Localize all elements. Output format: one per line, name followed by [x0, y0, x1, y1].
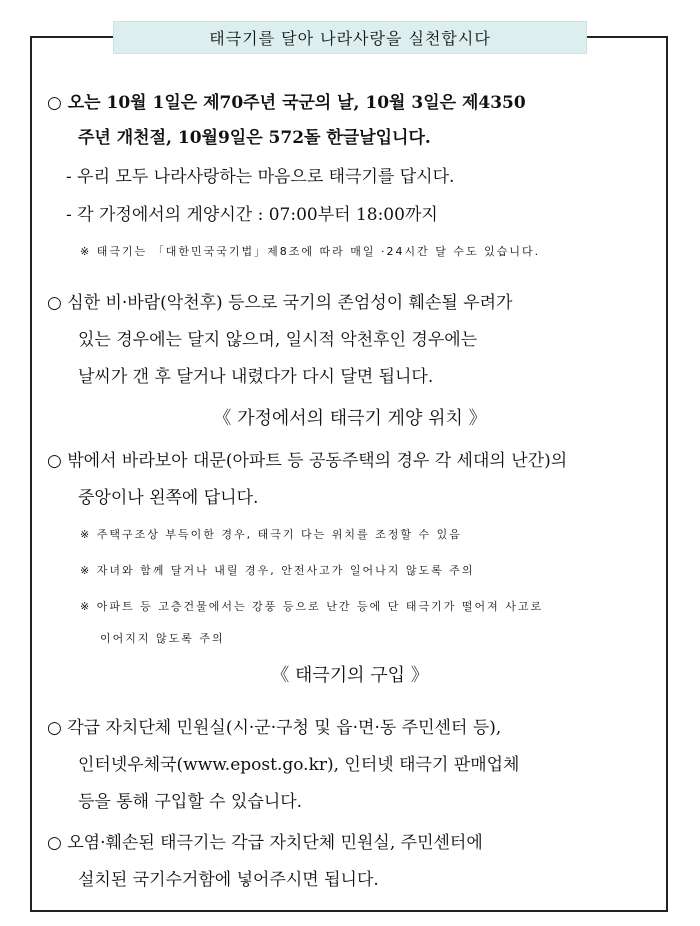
weather-line-2: 있는 경우에는 달지 않으며, 일시적 악천후인 경우에는 [78, 330, 478, 350]
sub-item-hoisting-hours: - 각 가정에서의 게양시간 : 07:00부터 18:00까지 [66, 205, 438, 225]
weather-line-1: ○ 심한 비·바람(악천후) 등으로 국기의 존엄성이 훼손될 우려가 [47, 293, 513, 313]
purchase-line-3: 등을 통해 구입할 수 있습니다. [78, 792, 303, 812]
purchase-line-2: 인터넷우체국(www.epost.go.kr), 인터넷 태극기 판매업체 [78, 755, 520, 775]
disposal-line-2: 설치된 국기수거함에 넣어주시면 됩니다. [78, 870, 379, 890]
note-highrise-line-1: ※ 아파트 등 고층건물에서는 강풍 등으로 난간 등에 단 태극기가 떨어져 사고로 [80, 600, 544, 613]
note-flag-law: ※ 태극기는 「대한민국국기법」제8조에 따라 매일 ·24시간 달 수도 있습니다. [80, 245, 541, 258]
note-highrise-line-2: 이어지지 않도록 주의 [100, 632, 225, 645]
note-child-safety: ※ 자녀와 함께 달거나 내릴 경우, 안전사고가 일어나지 않도록 주의 [80, 564, 475, 577]
purchase-line-1: ○ 각급 자치단체 민원실(시·군·구청 및 읍·면·동 주민센터 등), [47, 718, 502, 738]
notice-title: 태극기를 달아 나라사랑을 실천합시다 [113, 21, 587, 54]
anniversary-line-1: ○ 오는 10월 1일은 제70주년 국군의 날, 10월 3일은 제4350 [47, 93, 526, 113]
weather-line-3: 날씨가 갠 후 달거나 내렸다가 다시 달면 됩니다. [78, 367, 434, 387]
location-line-2: 중앙이나 왼쪽에 답니다. [78, 488, 259, 508]
anniversary-line-2: 주년 개천절, 10월9일은 572돌 한글날입니다. [78, 128, 431, 148]
heading-flag-purchase: 《 태극기의 구입 》 [271, 665, 429, 686]
disposal-line-1: ○ 오염·훼손된 태극기는 각급 자치단체 민원실, 주민센터에 [47, 833, 483, 853]
sub-item-flag-hoisting: - 우리 모두 나라사랑하는 마음으로 태극기를 답시다. [66, 167, 455, 187]
heading-hoisting-location: 《 가정에서의 태극기 게양 위치 》 [213, 408, 487, 429]
note-location-adjust: ※ 주택구조상 부득이한 경우, 태극기 다는 위치를 조정할 수 있음 [80, 528, 462, 541]
location-line-1: ○ 밖에서 바라보아 대문(아파트 등 공동주택의 경우 각 세대의 난간)의 [47, 451, 568, 471]
